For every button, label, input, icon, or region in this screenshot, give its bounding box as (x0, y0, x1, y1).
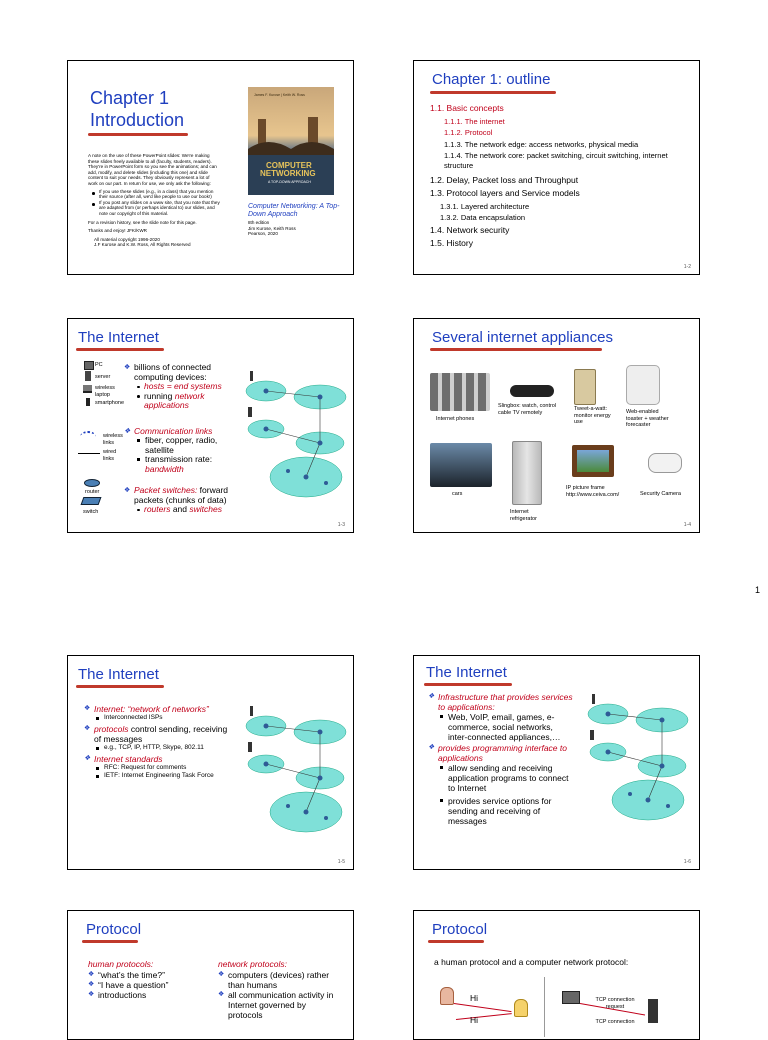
title-underline (82, 940, 138, 943)
laptop-icon (83, 385, 92, 393)
outline-item: 1.1.2. Protocol (444, 128, 493, 137)
server-icon (85, 371, 91, 381)
slide-chapter-1-outline (413, 60, 700, 275)
book-details: 8th edition Jim Kurose, Keith Ross Pearson, 2020 (248, 220, 296, 237)
outline-item: 1.1. Basic concepts (430, 103, 504, 113)
outline-item: 1.1.1. The internet (444, 117, 505, 126)
slide-the-internet-1: The Internet PC server wireless laptop smartphone wireless links wired links router switch ❖ billions of connected computing devices: hosts = end systems running network applications ❖ Communication links fiber, copper, radio, satellite transmission rate: bandwidth ❖ Packet switches: forward packets (chunks of data) routers and switches 1-3 (67, 318, 354, 533)
list-item: ❖ “what’s the time?” (88, 970, 198, 980)
router-icon (84, 479, 100, 487)
outline-item: 1.4. Network security (430, 225, 510, 235)
internet-phones-image (430, 373, 490, 411)
slide-title: Protocol (86, 921, 142, 938)
slide-number: 1-6 (683, 859, 691, 865)
hi-message: Hi (470, 993, 479, 1003)
list-item: ❖ “I have a question” (88, 980, 198, 990)
book-title: Computer Networking: A Top-Down Approach (248, 203, 340, 218)
message-arrow (454, 1003, 512, 1012)
security-camera-image (648, 453, 682, 473)
message-arrow (456, 1013, 512, 1020)
slide-title: The Internet (78, 329, 159, 346)
network-diagram (238, 363, 350, 513)
slide-chapter-1-title (67, 60, 354, 275)
title-underline (76, 685, 164, 688)
car-dashboard-image (430, 443, 492, 487)
protocol-description: a human protocol and a computer network protocol: (434, 957, 629, 967)
wired-links-icon (78, 453, 100, 454)
title-underline (88, 133, 188, 136)
network-diagram (238, 698, 350, 848)
title-underline (430, 348, 602, 351)
network-protocols-heading: network protocols: (218, 959, 287, 969)
bullet-list: ❖ Infrastructure that provides services to applications: Web, VoIP, email, games, e-commerce, social networks, inter-connected appliances,… ❖ provides programming interface to applications allow sending and receiving application programs to connect to Internet provides service options for sending and receiving of messages (428, 692, 574, 826)
slide-internet-appliances: Several internet appliances Internet phones Slingbox: watch, control cable TV remotely Tweet-a-watt: monitor energy use Web-enabled toaster + weather forecaster cars Internet refrigerator IP picture frame http://www.ceiva.com/ Security Camera 1-4 (413, 318, 700, 533)
title-underline (430, 91, 556, 94)
network-diagram (580, 686, 692, 836)
slide-the-internet-3 (413, 655, 700, 870)
smartphone-icon (86, 398, 90, 406)
computer-icon (562, 991, 580, 1004)
wireless-links-icon (80, 431, 96, 443)
switch-icon (81, 497, 102, 505)
tweet-a-watt-image (574, 369, 596, 405)
page-number: 1 (755, 585, 761, 595)
slingbox-image (510, 385, 554, 397)
slide-title: Protocol (432, 921, 488, 938)
list-item: ❖ introductions (88, 990, 198, 1000)
slide-title: Chapter 1: outline (432, 71, 551, 88)
human-protocols-list (88, 970, 198, 1000)
person-icon (514, 999, 528, 1017)
slide-the-internet-2 (67, 655, 354, 870)
slide-number: 1-4 (683, 522, 691, 528)
slide-title: Chapter 1 Introduction (90, 88, 185, 130)
human-protocols-heading: human protocols: (88, 959, 154, 969)
tcp-request-label: TCP connection request (595, 997, 635, 1010)
slide-protocol-2 (413, 910, 700, 1040)
slide-number: 1-5 (337, 859, 345, 865)
pc-icon (84, 361, 94, 370)
slide-title: The Internet (426, 664, 507, 681)
network-diagram-graphic (238, 698, 350, 848)
slide-number: 1-2 (683, 264, 691, 270)
usage-note: A note on the use of these PowerPoint slides: We're making these slides freely available to all (faculty, students, readers). They're in PowerPoint form so you see the animations; and can add, modify, and delete slides (including this one) and slide content to suit your needs. They obviously represent a lot of work on our part. In return for use, we only ask the following: If you use these slides (e.g., in a class) that you mention their source (after all, we'd like people to use our book!) If you post any slides on a www site, that you note that they are adapted from (or perhaps identical to) our slides, and note our copyright of this material. For a revision history, see the slide note for this page. Thanks and enjoy! JFK/KWR All material copyright 1996-2020 J.F Kurose and K.W. Ross, All Rights Reserved (88, 153, 220, 248)
slide-number: 1-3 (337, 522, 345, 528)
internet-refrigerator-image (512, 441, 542, 505)
toaster-image (626, 365, 660, 405)
tcp-response-label: TCP connection (595, 1019, 635, 1025)
network-diagram-graphic (238, 363, 350, 513)
book-cover-image: James F. Kurose | Keith W. Ross COMPUTER NETWORKING A TOP-DOWN APPROACH (248, 87, 334, 195)
bullet-list: ❖ billions of connected computing devices: hosts = end systems running network applications ❖ Communication links fiber, copper, radio, satellite transmission rate: bandwidth ❖ Packet switches: forward packets (chunks of data) routers and switches (124, 363, 240, 515)
outline-item: 1.3. Protocol layers and Service models (430, 188, 580, 198)
server-icon (648, 999, 658, 1023)
bridge-illustration (248, 87, 334, 195)
outline-item: 1.3.1. Layered architecture (440, 202, 530, 211)
list-item: ❖ computers (devices) rather than humans (218, 970, 338, 990)
outline-item: 1.1.4. The network core: packet switching, circuit switching, internet structure (444, 151, 668, 170)
note-bullet: If you use these slides (e.g., in a class) that you mention their source (after all, we'd like people to use our book!) (91, 189, 220, 200)
outline-item: 1.1.3. The network edge: access networks, physical media (444, 140, 639, 149)
slide-title: Several internet appliances (432, 329, 613, 346)
outline-item: 1.3.2. Data encapsulation (440, 213, 526, 222)
outline-item: 1.2. Delay, Packet loss and Throughput (430, 175, 579, 185)
outline-item: 1.5. History (430, 238, 473, 248)
title-underline (428, 940, 484, 943)
network-diagram-graphic (580, 686, 692, 836)
list-item: ❖ all communication activity in Internet governed by protocols (218, 990, 338, 1020)
divider (544, 977, 545, 1037)
title-underline (424, 683, 512, 686)
network-protocols-list (218, 970, 338, 1020)
bullet-list: ❖ Internet: “network of networks” Interconnected ISPs ❖ protocols control sending, receiving of messages e.g., TCP, IP, HTTP, Skype, 802.11 ❖ Internet standards RFC: Request for comments IETF: Internet Engineering Task Force (84, 704, 234, 780)
ip-picture-frame-image (572, 445, 614, 477)
hi-message: Hi (470, 1015, 479, 1025)
person-icon (440, 987, 454, 1005)
slide-protocol-1 (67, 910, 354, 1040)
title-underline (76, 348, 164, 351)
slide-title: The Internet (78, 666, 159, 683)
note-bullet: If you post any slides on a www site, that you note that they are adapted from (or perhaps identical to) our slides, and note our copyright of this material. (91, 200, 220, 217)
